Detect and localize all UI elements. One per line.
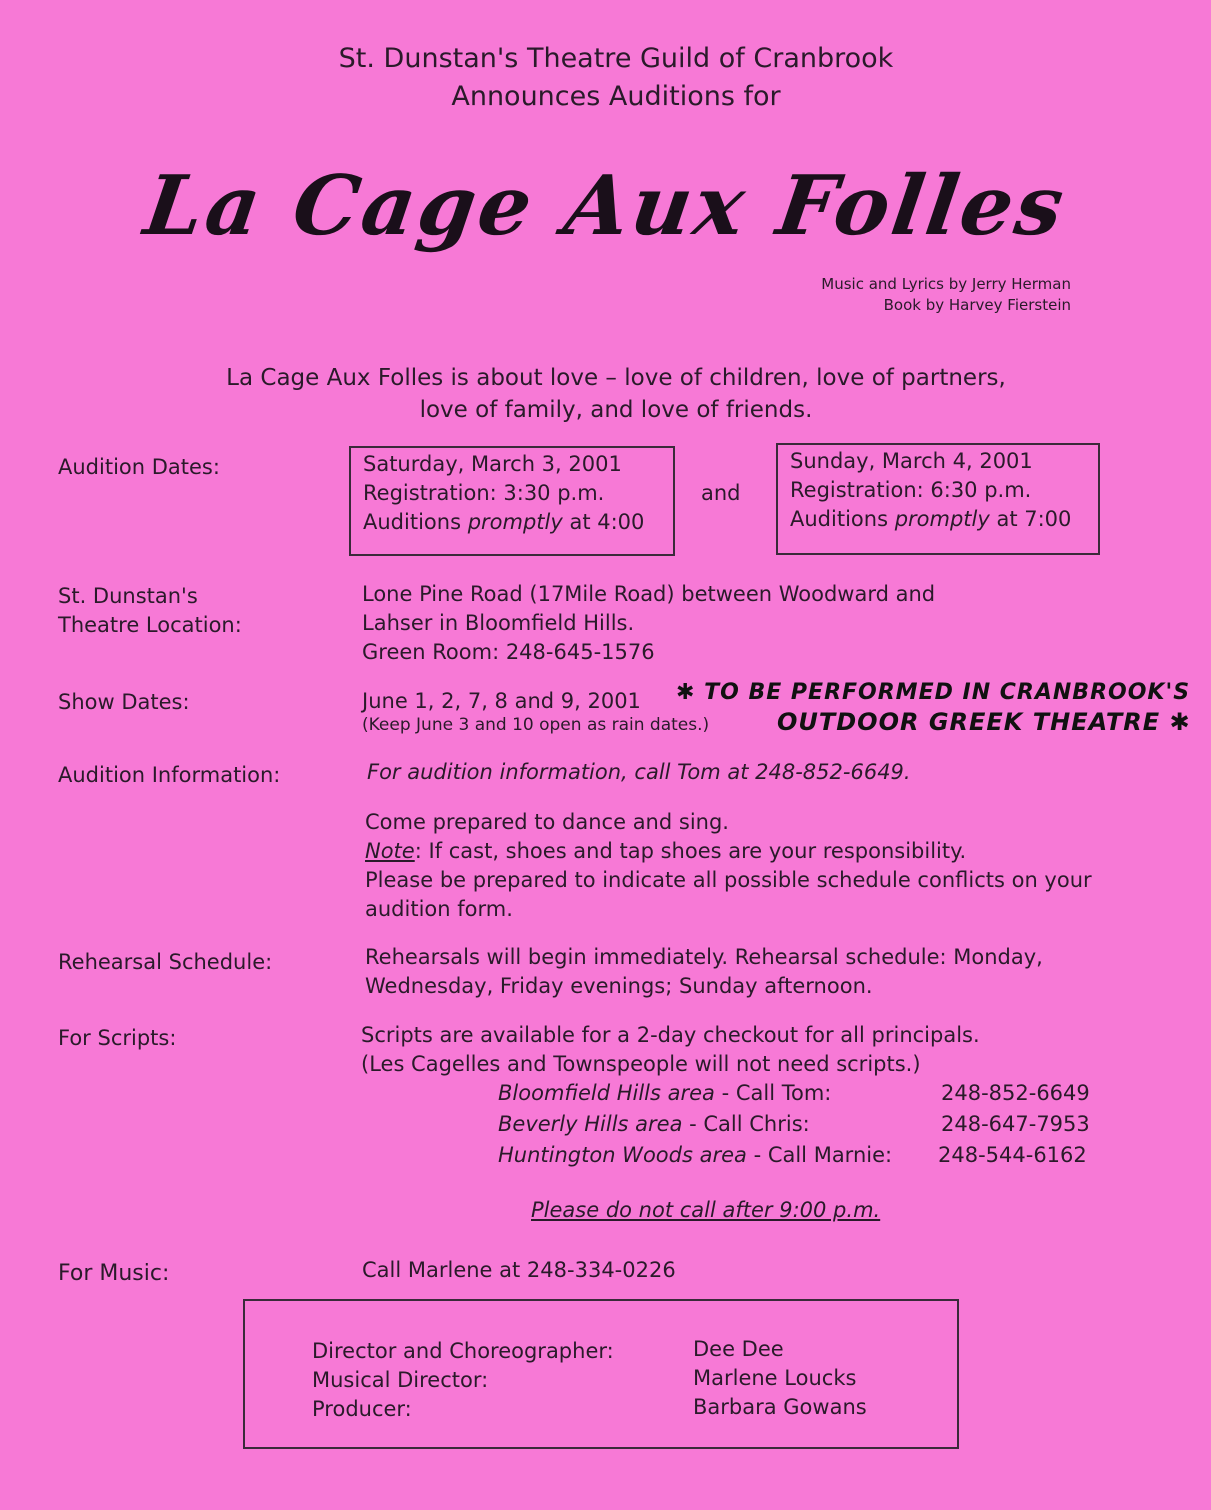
show-dates-label: Show Dates: [58, 690, 190, 714]
rehearsal-label: Rehearsal Schedule: [58, 950, 273, 974]
promptly-emphasis: promptly [894, 507, 990, 531]
location-text [362, 580, 1070, 667]
staff-name: Dee Dee [693, 1337, 784, 1361]
saturday-box [349, 446, 675, 556]
show-title: La Cage Aux Folles [138, 158, 1073, 254]
contact-phone: 248-647-7953 [941, 1112, 1090, 1136]
scripts-line1: Scripts are available for a 2-day checkout for all principals. [361, 1023, 980, 1047]
guild-heading: St. Dunstan's Theatre Guild of Cranbrook [338, 43, 894, 74]
music-contact: Call Marlene at 248-334-0226 [362, 1258, 676, 1282]
scripts-line2: (Les Cagelles and Townspeople will not need scripts.) [361, 1052, 921, 1076]
handwritten-note-line1: ✱ TO BE PERFORMED IN CRANBROOK'S [676, 680, 1191, 705]
sunday-date: Sunday, March 4, 2001 [790, 449, 1033, 473]
location-label: St. Dunstan's Theatre Location: [58, 584, 242, 637]
instruction-note: Note: If cast, shoes and tap shoes are your responsibility. [365, 839, 967, 863]
instruction-line1: Come prepared to dance and sing. [365, 810, 729, 834]
no-call-warning: Please do not call after 9:00 p.m. [531, 1198, 881, 1222]
green-room-phone: Green Room: 248-645-1576 [362, 640, 655, 664]
instruction-line3: Please be prepared to indicate all possible schedule conflicts on your [365, 868, 1092, 892]
staff-roles [312, 1337, 614, 1424]
credit-book: Book by Harvey Fierstein [883, 296, 1071, 314]
saturday-date: Saturday, March 3, 2001 [363, 452, 622, 476]
staff-names [693, 1335, 867, 1422]
tagline [0, 362, 1211, 426]
location-line1: Lone Pine Road (17Mile Road) between Woodward and [362, 582, 936, 606]
show-dates: June 1, 2, 7, 8 and 9, 2001 [362, 689, 641, 713]
credits [821, 274, 1071, 316]
saturday-auditions: Auditions promptly at 4:00 [363, 510, 645, 534]
music-label: For Music: [58, 1261, 170, 1286]
staff-box [243, 1299, 959, 1449]
note-label: Note [365, 839, 415, 863]
script-contacts [498, 1078, 1090, 1171]
contact-phone: 248-544-6162 [938, 1143, 1087, 1167]
tagline-line2: love of family, and love of friends. [419, 397, 813, 423]
saturday-registration: Registration: 3:30 p.m. [363, 481, 605, 505]
announces-heading: Announces Auditions for [451, 81, 781, 112]
sunday-registration: Registration: 6:30 p.m. [790, 478, 1032, 502]
contact-row: Beverly Hills area - Call Chris: 248-647-7953 [498, 1109, 1090, 1140]
audition-call-info: For audition information, call Tom at 248-852-6649. [367, 760, 911, 784]
staff-name: Barbara Gowans [693, 1395, 867, 1419]
rehearsal-line2: Wednesday, Friday evenings; Sunday afternoon. [365, 974, 873, 998]
handwritten-note-line2: OUTDOOR GREEK THEATRE ✱ [777, 708, 1191, 736]
staff-name: Marlene Loucks [693, 1366, 857, 1390]
staff-role: Musical Director: [312, 1368, 489, 1392]
instruction-line4: audition form. [365, 897, 513, 921]
audition-dates-label: Audition Dates: [58, 455, 220, 479]
contact-phone: 248-852-6649 [941, 1081, 1090, 1105]
scripts-label: For Scripts: [58, 1026, 177, 1050]
audition-info-label: Audition Information: [58, 763, 281, 787]
credit-music: Music and Lyrics by Jerry Herman [821, 275, 1071, 293]
rain-dates: (Keep June 3 and 10 open as rain dates.) [362, 715, 710, 735]
sunday-box [776, 443, 1100, 555]
rehearsal-text [365, 943, 1191, 1001]
rehearsal-line1: Rehearsals will begin immediately. Rehearsal schedule: Monday, [365, 945, 1043, 969]
audition-instructions [365, 808, 1191, 924]
staff-role: Director and Choreographer: [312, 1339, 614, 1363]
scripts-text [361, 1021, 980, 1079]
promptly-emphasis: promptly [467, 510, 563, 534]
contact-row: Bloomfield Hills area - Call Tom: 248-852-6649 [498, 1078, 1090, 1109]
location-line2: Lahser in Bloomfield Hills. [362, 611, 635, 635]
tagline-line1: La Cage Aux Folles is about love – love of children, love of partners, [226, 365, 1006, 391]
and-text: and [701, 481, 741, 505]
contact-row: Huntington Woods area - Call Marnie: 248-544-6162 [498, 1140, 1090, 1171]
sunday-auditions: Auditions promptly at 7:00 [790, 507, 1072, 531]
staff-role: Producer: [312, 1397, 412, 1421]
